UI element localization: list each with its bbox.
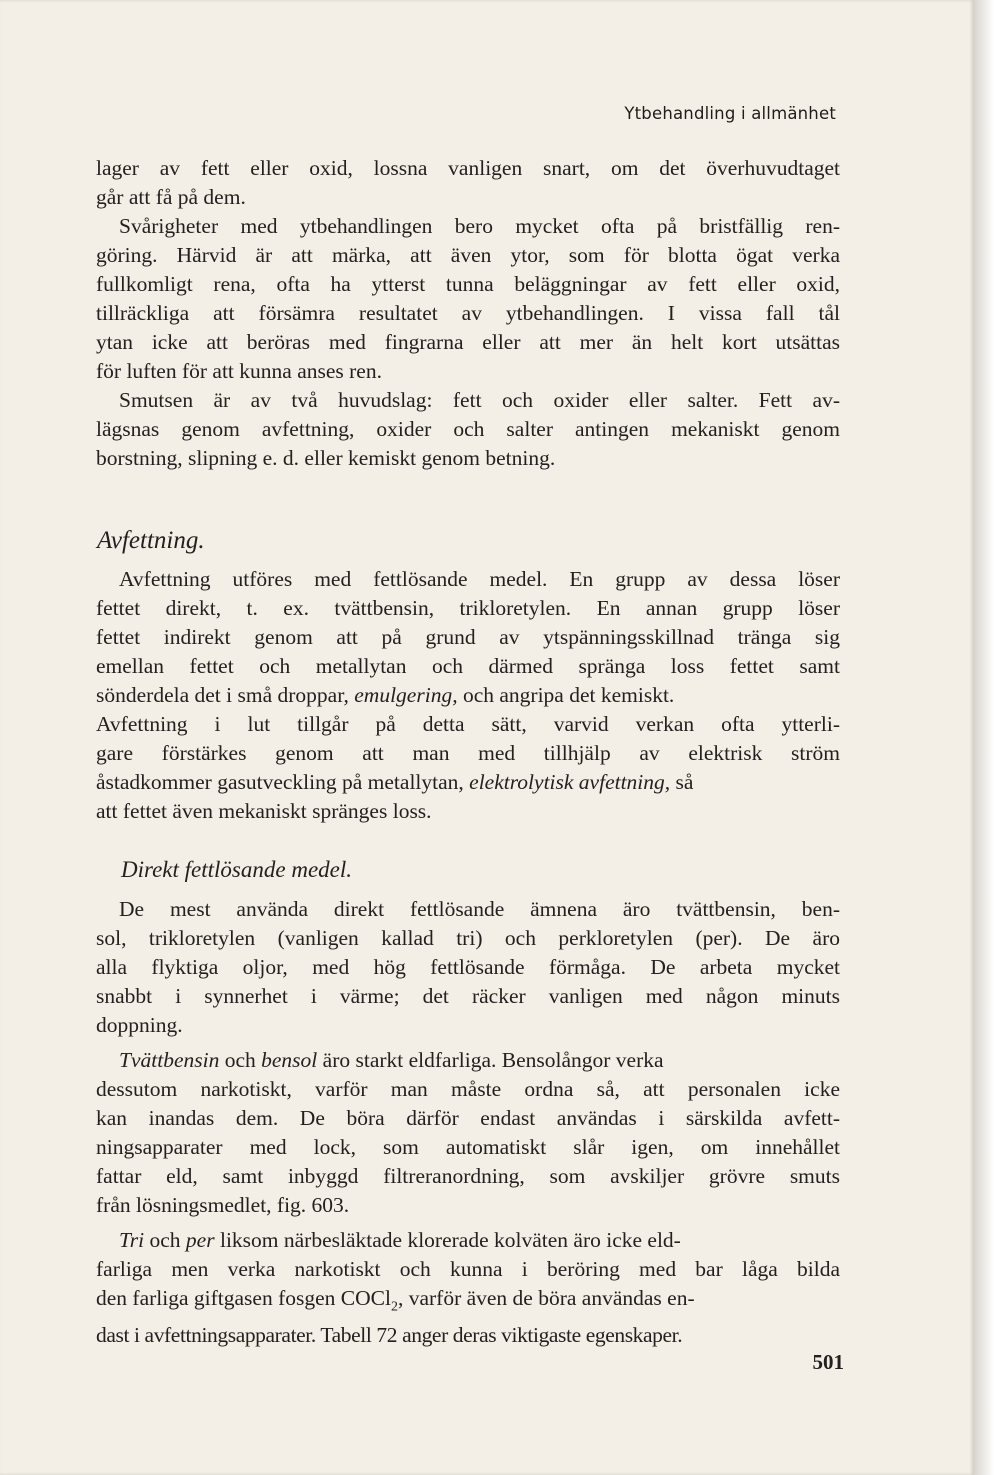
italic-term: elektrolytisk avfettning, [469,770,671,794]
text-line: emellan fettet och metallytan och därmed spränga loss fettet samt [96,654,840,678]
text-line: fullkomligt rena, ofta ha ytterst tunna beläggningar av fett eller oxid, [96,272,840,296]
text-line [96,768,840,797]
text-line: alla flyktiga oljor, med hög fettlösande förmåga. De arbeta mycket [96,955,840,979]
text-line: fettet direkt, t. ex. tvättbensin, trikloretylen. En annan grupp löser [96,596,840,620]
page-edge [974,0,994,1475]
direkt-text [96,895,840,1350]
intro-text [96,154,840,473]
text-fragment: och [144,1228,186,1252]
text-line: lägsnas genom avfettning, oxider och salter antingen mekaniskt genom [96,417,840,441]
text-fragment: sönderdela det i små droppar, [96,683,355,707]
text-line: snabbt i synnerhet i värme; det räcker vanligen med någon minuts [96,984,840,1008]
text-line: ytan icke att beröras med fingrarna eller att mer än helt kort utsättas [96,330,840,354]
text-line: att fettet även mekaniskt spränges loss. [96,799,432,823]
text-line: doppning. [96,1013,183,1037]
text-fragment: och [219,1048,262,1072]
text-line: gare förstärkes genom att man med tillhjälp av elektrisk ström [96,741,840,765]
text-line: tillräckliga att försämra resultatet av ytbehandlingen. I vissa fall tål [96,301,840,325]
text-fragment: så [670,770,694,794]
text-line: De mest använda direkt fettlösande ämnena äro tvättbensin, ben- [119,897,840,921]
running-header: Ytbehandling i allmänhet [624,104,836,123]
text-line [96,1226,840,1255]
page-number: 501 [812,1350,844,1374]
text-line [96,1046,840,1075]
text-line: går att få på dem. [96,185,246,209]
italic-term: Tvättbensin [119,1048,220,1072]
text-line: sol, trikloretylen (vanligen kallad tri) och perkloretylen (per). De äro [96,926,840,950]
text-fragment: , varför även de böra användas en- [397,1286,695,1310]
text-line: Avfettning i lut tillgår på detta sätt, varvid verkan ofta ytterli- [96,712,840,736]
text-line: göring. Härvid är att märka, att även ytor, som för blotta ögat verka [96,243,840,267]
avfettning-text [96,565,840,826]
italic-term: emulgering, [354,683,458,707]
text-line: ningsapparater med lock, som automatiskt slår igen, om innehållet [96,1135,840,1159]
section-heading-direkt: Direkt fettlösande medel. [121,857,352,882]
text-fragment: den farliga giftgasen fosgen COCl [96,1286,391,1310]
text-line: kan inandas dem. De böra därför endast användas i särskilda avfett- [96,1106,840,1130]
text-line: borstning, slipning e. d. eller kemiskt genom betning. [96,446,556,470]
italic-term: Tri [119,1228,145,1252]
text-line: fettet indirekt genom att på grund av ytspänningsskillnad tränga sig [96,625,840,649]
text-line: lager av fett eller oxid, lossna vanligen snart, om det överhuvudtaget [96,156,840,180]
text-line [96,681,840,710]
section-heading-avfettning: Avfettning. [97,527,205,554]
text-fragment: åstadkommer gasutveckling på metallytan, [96,770,470,794]
text-line: från lösningsmedlet, fig. 603. [96,1193,350,1217]
text-fragment: liksom närbesläktade klorerade kolväten äro icke eld- [214,1228,681,1252]
text-fragment: och angripa det kemiskt. [457,683,675,707]
text-line [96,1284,840,1321]
text-line: dessutom narkotiskt, varför man måste ordna så, att personalen icke [96,1077,840,1101]
text-line: för luften för att kunna anses ren. [96,359,382,383]
text-line: Avfettning utföres med fettlösande medel. En grupp av dessa löser [119,567,840,591]
subscript: 2 [390,1299,398,1315]
text-line: farliga men verka narkotiskt och kunna i beröring med bar låga bilda [96,1257,840,1281]
italic-term: per [185,1228,215,1252]
italic-term: bensol [261,1048,318,1072]
text-line: fattar eld, samt inbyggd filtreranordning, som avskiljer grövre smuts [96,1164,840,1188]
text-fragment: äro starkt eldfarliga. Bensolångor verka [317,1048,664,1072]
text-line: dast i avfettningsapparater. Tabell 72 anger deras viktigaste egenskaper. [96,1323,683,1348]
text-line: Svårigheter med ytbehandlingen bero mycket ofta på bristfällig ren- [119,214,840,238]
text-line: Smutsen är av två huvudslag: fett och oxider eller salter. Fett av- [119,388,840,412]
